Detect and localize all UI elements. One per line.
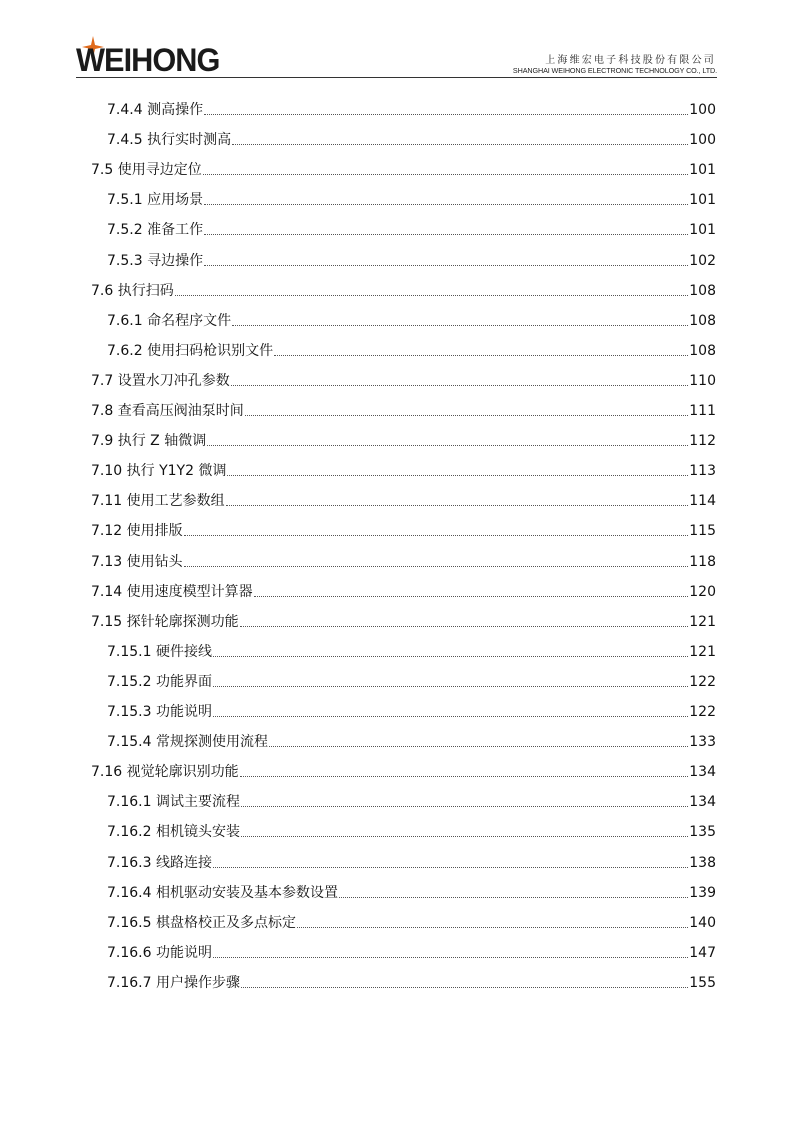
toc-leader-dots xyxy=(204,234,688,235)
toc-leader-dots xyxy=(232,144,688,145)
toc-entry-title: 7.13 使用钻头 xyxy=(91,553,183,570)
toc-entry-title: 7.16.4 相机驱动安装及基本参数设置 xyxy=(107,884,338,901)
toc-entry[interactable] xyxy=(107,216,716,238)
toc-entry-page: 101 xyxy=(689,222,716,239)
toc-leader-dots xyxy=(204,265,688,266)
toc-entry-page: 114 xyxy=(689,493,716,510)
toc-entry-page: 133 xyxy=(689,734,716,751)
toc-entry-title: 7.9 执行 Z 轴微调 xyxy=(91,433,207,450)
header-divider xyxy=(76,77,717,78)
toc-entry-title: 7.16.6 功能说明 xyxy=(107,944,212,961)
toc-leader-dots xyxy=(184,535,689,536)
toc-leader-dots xyxy=(213,686,688,687)
toc-entry-page: 138 xyxy=(689,854,716,871)
toc-entry-page: 101 xyxy=(689,162,716,179)
toc-entry-title: 7.5 使用寻边定位 xyxy=(91,162,202,179)
toc-leader-dots xyxy=(339,897,688,898)
toc-leader-dots xyxy=(213,656,688,657)
toc-entry[interactable] xyxy=(107,818,716,840)
toc-entry-page: 134 xyxy=(689,764,716,781)
toc-leader-dots xyxy=(227,475,688,476)
toc-entry[interactable] xyxy=(91,427,716,449)
toc-entry-page: 113 xyxy=(689,463,716,480)
toc-entry-title: 7.15.3 功能说明 xyxy=(107,704,212,720)
toc-entry-title: 7.4.5 执行实时测高 xyxy=(107,132,232,149)
company-name-cn: 上海维宏电子科技股份有限公司 xyxy=(545,55,716,66)
toc-leader-dots xyxy=(213,716,688,717)
toc-entry-title: 7.16.5 棋盘格校正及多点标定 xyxy=(107,914,296,931)
toc-leader-dots xyxy=(203,174,689,175)
toc-entry-page: 100 xyxy=(689,102,716,118)
toc-entry[interactable] xyxy=(107,337,716,359)
toc-entry-title: 7.16.1 调试主要流程 xyxy=(107,794,240,811)
toc-entry-page: 108 xyxy=(689,312,716,329)
toc-entry[interactable] xyxy=(107,969,716,991)
toc-entry-title: 7.7 设置水刀冲孔参数 xyxy=(91,372,230,389)
toc-entry[interactable] xyxy=(107,668,716,690)
toc-entry-page: 134 xyxy=(689,794,716,811)
toc-entry-page: 101 xyxy=(689,192,716,209)
toc-entry[interactable] xyxy=(91,397,716,419)
toc-entry[interactable] xyxy=(91,758,716,780)
toc-entry[interactable] xyxy=(107,788,716,810)
toc-entry[interactable] xyxy=(91,487,716,509)
toc-entry[interactable] xyxy=(91,367,716,389)
toc-entry[interactable] xyxy=(107,638,716,660)
page-header xyxy=(0,0,793,80)
toc-entry[interactable] xyxy=(91,517,716,539)
toc-leader-dots xyxy=(241,806,688,807)
toc-leader-dots xyxy=(241,987,688,988)
toc-leader-dots xyxy=(254,596,689,597)
toc-leader-dots xyxy=(184,566,689,567)
toc-entry-page: 120 xyxy=(689,583,716,600)
toc-entry-title: 7.15.2 功能界面 xyxy=(107,673,212,690)
toc-entry-title: 7.15 探针轮廓探测功能 xyxy=(91,613,239,630)
toc-entry-title: 7.15.4 常规探测使用流程 xyxy=(107,734,268,751)
toc-entry-page: 118 xyxy=(689,553,716,570)
toc-entry-title: 7.5.1 应用场景 xyxy=(107,192,204,209)
toc-entry-title: 7.4.4 测高操作 xyxy=(107,102,204,118)
toc-leader-dots xyxy=(204,114,688,115)
toc-leader-dots xyxy=(240,776,689,777)
toc-leader-dots xyxy=(274,355,688,356)
toc-entry[interactable] xyxy=(107,879,716,901)
toc-entry-page: 121 xyxy=(689,613,716,630)
toc-entry-title: 7.16 视觉轮廓识别功能 xyxy=(91,764,239,781)
toc-entry-page: 139 xyxy=(689,884,716,901)
toc-leader-dots xyxy=(204,204,688,205)
toc-entry-title: 7.8 查看高压阀油泵时间 xyxy=(91,403,244,419)
toc-entry-page: 102 xyxy=(689,252,716,269)
toc-entry-page: 135 xyxy=(689,824,716,841)
toc-entry-title: 7.6.1 命名程序文件 xyxy=(107,312,232,329)
toc-entry[interactable] xyxy=(107,186,716,208)
toc-entry-title: 7.16.2 相机镜头安装 xyxy=(107,824,240,841)
company-logo: WEIHONG xyxy=(76,42,220,78)
toc-entry-title: 7.6.2 使用扫码枪识别文件 xyxy=(107,342,274,359)
toc-entry[interactable] xyxy=(91,548,716,570)
toc-entry-title: 7.15.1 硬件接线 xyxy=(107,643,212,660)
toc-entry[interactable] xyxy=(91,578,716,600)
toc-leader-dots xyxy=(207,445,688,446)
toc-entry[interactable] xyxy=(107,307,716,329)
toc-entry-title: 7.11 使用工艺参数组 xyxy=(91,493,225,510)
company-name-en: SHANGHAI WEIHONG ELECTRONIC TECHNOLOGY CO., LTD. xyxy=(512,66,717,75)
toc-entry-title: 7.5.2 准备工作 xyxy=(107,222,204,239)
toc-leader-dots xyxy=(297,927,688,928)
toc-leader-dots xyxy=(241,836,688,837)
toc-entry[interactable] xyxy=(107,849,716,871)
toc-entry-page: 108 xyxy=(689,342,716,359)
toc-entry-page: 110 xyxy=(689,372,716,389)
toc-entry-page: 122 xyxy=(689,704,716,720)
toc-entry-page: 147 xyxy=(689,944,716,961)
toc-entry-page: 121 xyxy=(689,643,716,660)
toc-leader-dots xyxy=(231,385,689,386)
toc-entry[interactable] xyxy=(91,277,716,299)
toc-entry[interactable] xyxy=(91,608,716,630)
toc-entry-title: 7.5.3 寻边操作 xyxy=(107,252,204,269)
toc-entry[interactable] xyxy=(107,909,716,931)
toc-entry[interactable] xyxy=(91,457,716,479)
toc-entry[interactable] xyxy=(91,156,716,178)
toc-entry-title: 7.10 执行 Y1Y2 微调 xyxy=(91,463,227,480)
toc-entry-page: 112 xyxy=(689,433,716,450)
toc-entry-title: 7.16.7 用户操作步骤 xyxy=(107,974,240,991)
toc-entry-page: 100 xyxy=(689,132,716,149)
toc-entry[interactable] xyxy=(107,96,716,118)
toc-entry[interactable] xyxy=(107,728,716,750)
toc-leader-dots xyxy=(232,325,688,326)
toc-entry-title: 7.12 使用排版 xyxy=(91,523,183,540)
toc-leader-dots xyxy=(226,505,689,506)
toc-leader-dots xyxy=(175,295,689,296)
toc-entry-page: 115 xyxy=(689,523,716,540)
toc-entry-page: 108 xyxy=(689,282,716,299)
toc-entry[interactable] xyxy=(107,939,716,961)
toc-leader-dots xyxy=(213,867,688,868)
toc-entry[interactable] xyxy=(107,698,716,720)
toc-entry-page: 155 xyxy=(689,974,716,991)
toc-leader-dots xyxy=(245,415,689,416)
toc-leader-dots xyxy=(213,957,688,958)
toc-entry-title: 7.6 执行扫码 xyxy=(91,282,174,299)
toc-leader-dots xyxy=(240,626,689,627)
toc-entry-title: 7.14 使用速度模型计算器 xyxy=(91,583,253,600)
toc-entry-page: 111 xyxy=(689,403,716,419)
toc-entry[interactable] xyxy=(107,247,716,269)
toc-entry[interactable] xyxy=(107,126,716,148)
toc-entry-title: 7.16.3 线路连接 xyxy=(107,854,212,871)
toc-entry-page: 140 xyxy=(689,914,716,931)
toc-entry-page: 122 xyxy=(689,673,716,690)
toc-leader-dots xyxy=(269,746,688,747)
